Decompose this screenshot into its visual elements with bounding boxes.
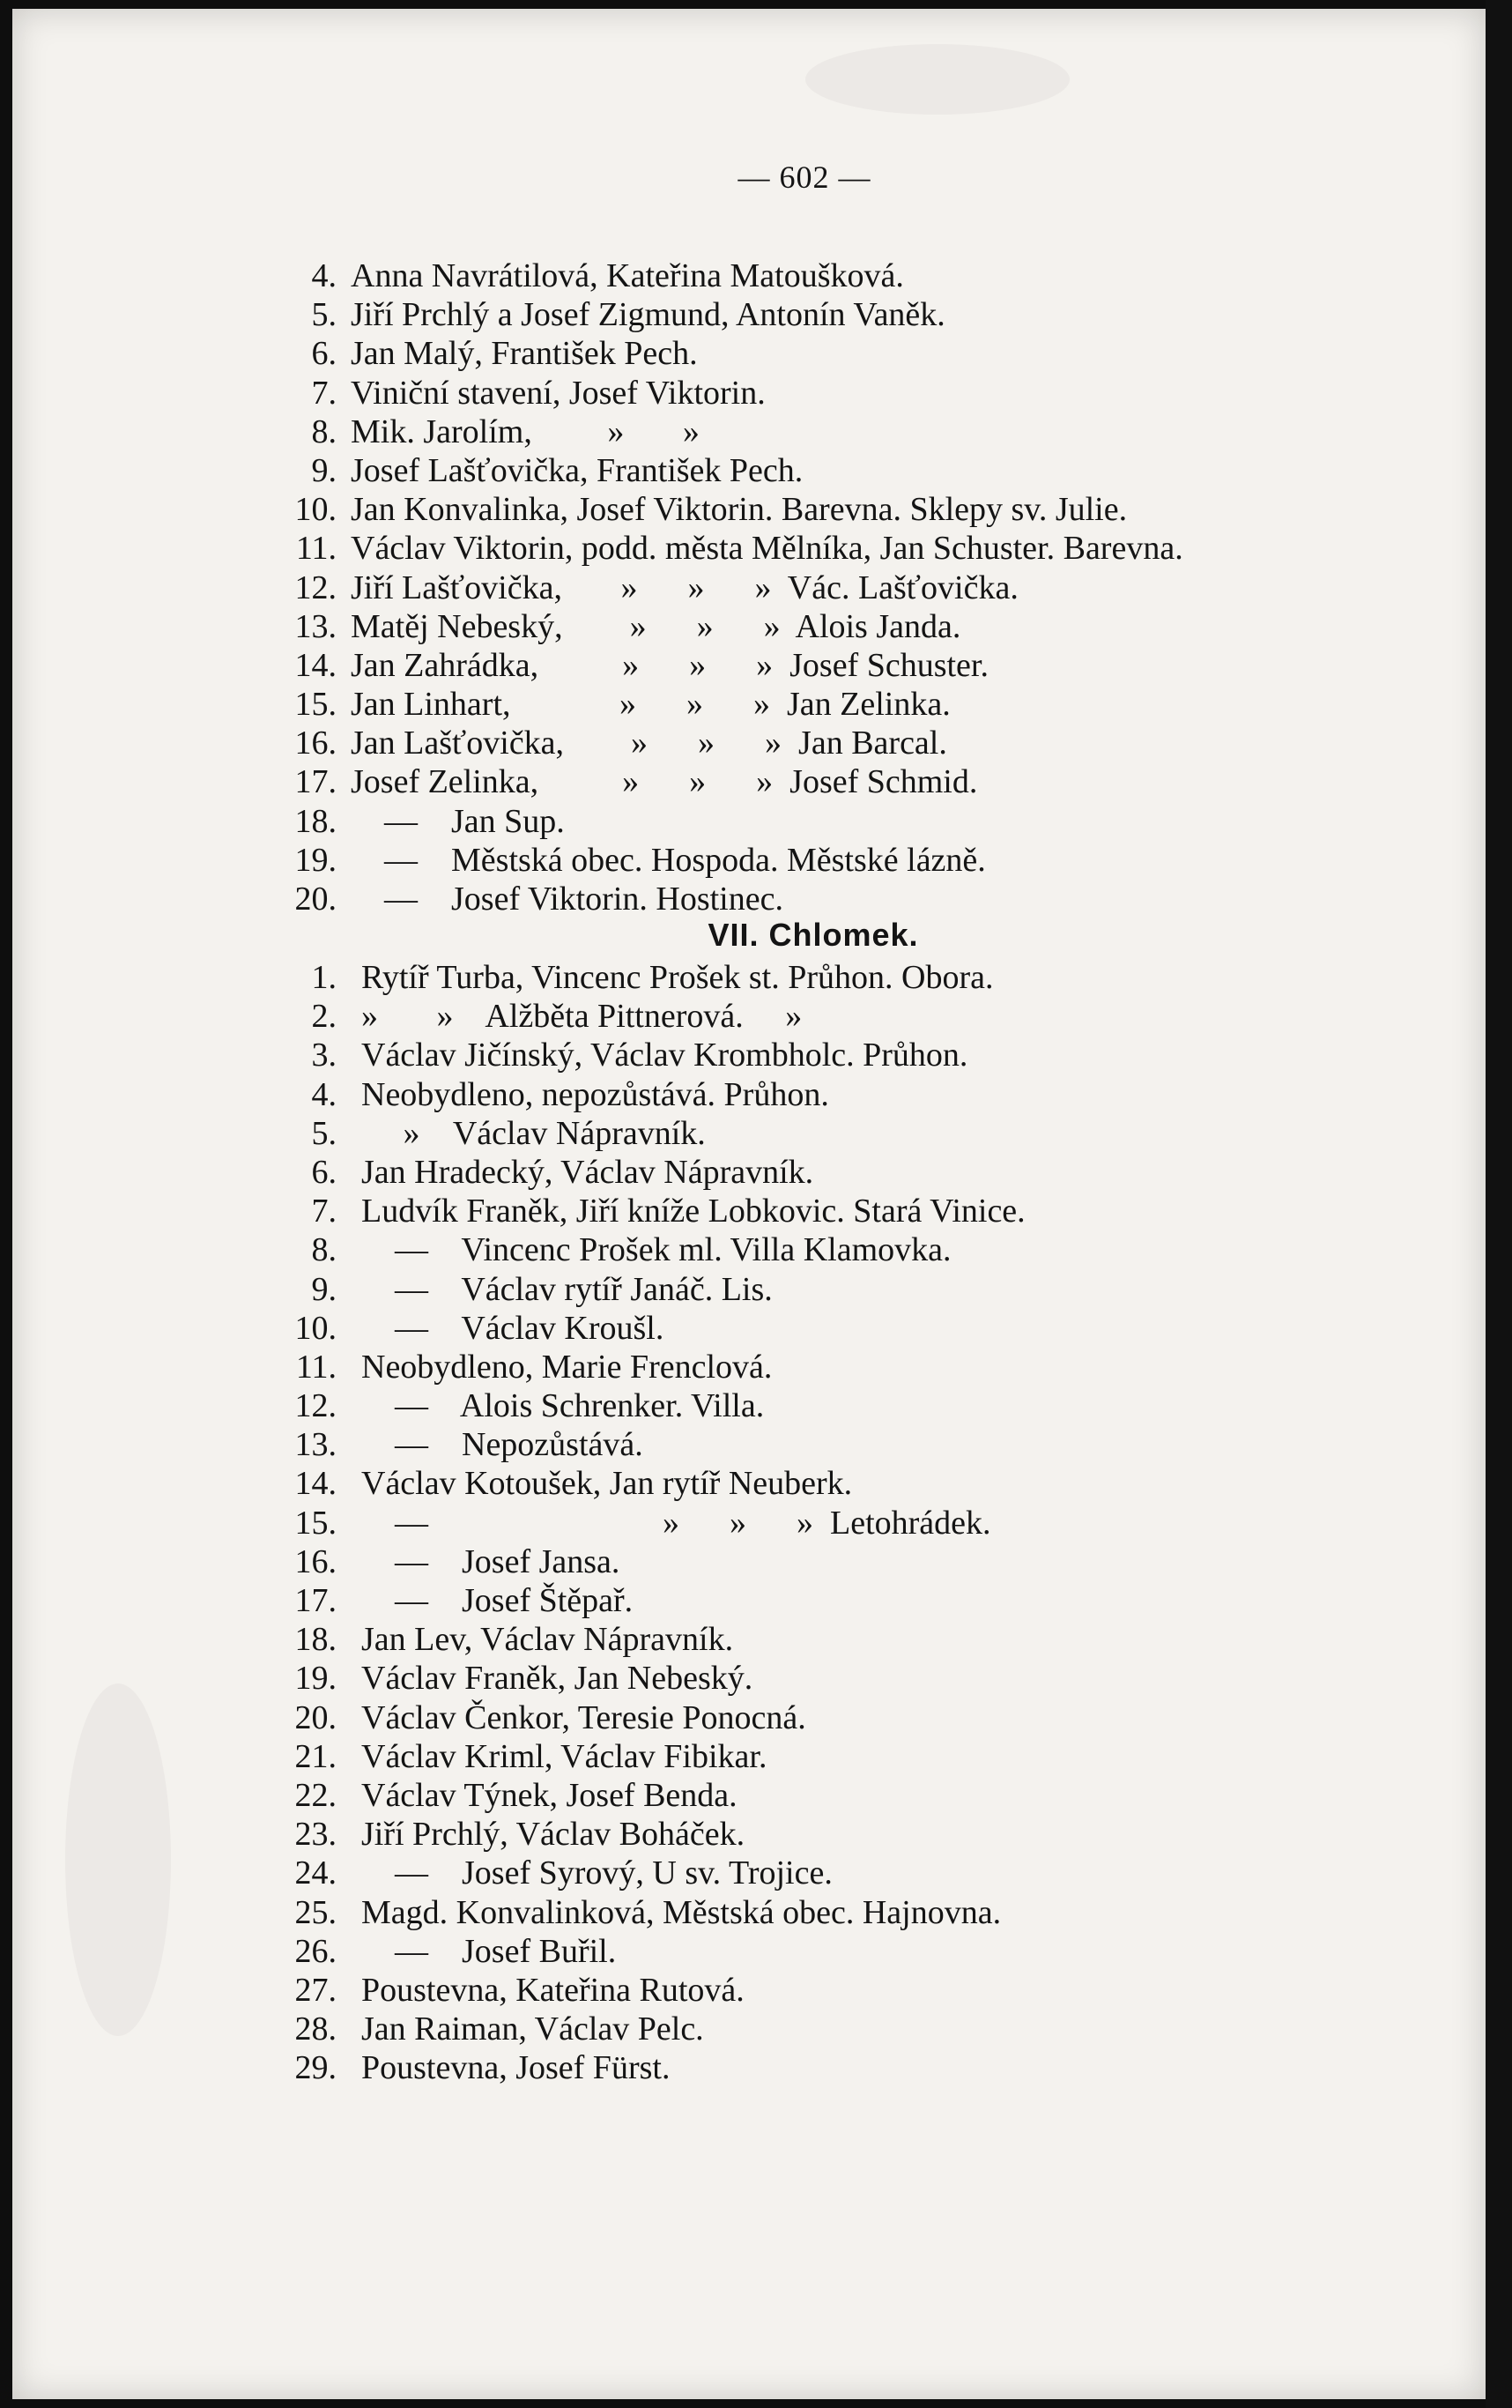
list-item (291, 802, 1436, 841)
list-item (291, 1036, 1436, 1074)
entry-number: 20. (294, 881, 337, 918)
entry-text: Neobydleno, Marie Frenclová. (361, 1348, 773, 1386)
entry-text: — Josef Jansa. (361, 1542, 620, 1580)
entry-list-section-2 (291, 958, 1436, 2087)
list-item (291, 412, 1436, 451)
list-item (291, 1504, 1436, 1542)
entry-number: 3. (311, 1037, 337, 1074)
list-item (291, 1425, 1436, 1464)
entry-number: 19. (294, 1660, 337, 1698)
entry-number: 9. (311, 1270, 337, 1308)
entry-text: Josef Lašťovička, František Pech. (351, 451, 804, 489)
list-item (291, 1114, 1436, 1153)
entry-number: 13. (294, 607, 337, 645)
list-item (291, 1153, 1436, 1192)
entry-text: Neobydleno, nepozůstává. Průhon. (361, 1075, 829, 1113)
list-item (291, 295, 1436, 334)
entry-text: » » Alžběta Pittnerová. » (361, 998, 803, 1036)
entry-number: 15. (294, 1504, 337, 1542)
list-item (291, 880, 1436, 918)
list-item (291, 490, 1436, 529)
entry-text: Václav Čenkor, Teresie Ponocná. (361, 1698, 806, 1736)
entry-number: 23. (294, 1816, 337, 1854)
entry-number: 18. (294, 1621, 337, 1659)
entry-text: Jan Raiman, Václav Pelc. (361, 2010, 704, 2048)
entry-text: Jan Linhart, » » » Jan Zelinka. (351, 686, 951, 724)
entry-text: — Nepozůstává. (361, 1426, 643, 1464)
entry-number: 8. (311, 412, 337, 450)
entry-text: Viniční stavení, Josef Viktorin. (351, 374, 766, 412)
list-item (291, 1542, 1436, 1581)
entry-number: 14. (294, 646, 337, 684)
entry-number: 27. (294, 1971, 337, 2009)
entry-text: Magd. Konvalinková, Městská obec. Hajnovna. (361, 1893, 1002, 1931)
entry-number: 17. (294, 763, 337, 801)
list-item (291, 374, 1436, 412)
entry-text: Václav Jičínský, Václav Krombholc. Průhon. (361, 1037, 968, 1074)
entry-number: 5. (311, 1114, 337, 1152)
entry-text: — Alois Schrenker. Villa. (361, 1387, 765, 1425)
entry-number: 15. (294, 686, 337, 724)
entry-number: 11. (295, 530, 337, 568)
entry-text: Anna Navrátilová, Kateřina Matoušková. (351, 257, 904, 294)
entry-number: 18. (294, 802, 337, 840)
list-item (291, 762, 1436, 801)
entry-number: 7. (311, 374, 337, 412)
entry-text: Mik. Jarolím, » » (351, 412, 700, 450)
entry-text: — Josef Štěpař. (361, 1582, 634, 1619)
list-item (291, 1659, 1436, 1698)
page-number: — 602 — (737, 160, 871, 195)
entry-text: Jiří Prchlý a Josef Zigmund, Antonín Vaněk. (351, 296, 945, 334)
list-item (291, 646, 1436, 685)
entry-number: 14. (294, 1465, 337, 1503)
entry-text: Václav Kotoušek, Jan rytíř Neuberk. (361, 1465, 853, 1503)
entry-number: 19. (294, 841, 337, 879)
entry-text: Jan Hradecký, Václav Nápravník. (361, 1153, 814, 1191)
list-item (291, 997, 1436, 1036)
list-item (291, 1348, 1436, 1386)
entry-number: 13. (294, 1426, 337, 1464)
list-item (291, 256, 1436, 295)
entry-text: Josef Zelinka, » » » Josef Schmid. (351, 763, 978, 801)
entry-number: 16. (294, 725, 337, 762)
entry-number: 11. (295, 1348, 337, 1386)
entry-text: Václav Franěk, Jan Nebeský. (361, 1660, 753, 1698)
list-item (291, 1230, 1436, 1269)
entry-text: — » » » Letohrádek. (361, 1504, 991, 1542)
list-item (291, 451, 1436, 490)
entry-number: 6. (311, 335, 337, 373)
entry-list-section-1 (291, 256, 1436, 918)
section-heading: VII. Chlomek. (708, 917, 919, 953)
list-item (291, 1815, 1436, 1854)
entry-number: 24. (294, 1854, 337, 1892)
entry-number: 25. (294, 1893, 337, 1931)
list-item (291, 1971, 1436, 2010)
entry-text: Václav Kriml, Václav Fibikar. (361, 1737, 767, 1775)
scan-edge (1486, 0, 1512, 2408)
list-item (291, 1464, 1436, 1503)
entry-text: Matěj Nebeský, » » » Alois Janda. (351, 607, 961, 645)
entry-text: Jan Malý, František Pech. (351, 335, 698, 373)
list-item (291, 1309, 1436, 1348)
entry-number: 22. (294, 1776, 337, 1814)
entry-number: 10. (294, 1309, 337, 1347)
list-item (291, 569, 1436, 607)
entry-text: Jan Lašťovička, » » » Jan Barcal. (351, 725, 947, 762)
entry-text: — Jan Sup. (351, 802, 565, 840)
entry-number: 4. (311, 257, 337, 294)
entry-number: 16. (294, 1542, 337, 1580)
entry-text: — Vincenc Prošek ml. Villa Klamovka. (361, 1231, 952, 1269)
entry-number: 6. (311, 1153, 337, 1191)
list-item (291, 607, 1436, 646)
entry-text: Jan Lev, Václav Nápravník. (361, 1621, 734, 1659)
entry-text: Jiří Lašťovička, » » » Vác. Lašťovička. (351, 569, 1019, 606)
entry-number: 17. (294, 1582, 337, 1619)
entry-number: 2. (311, 998, 337, 1036)
list-item (291, 2048, 1436, 2087)
list-item (291, 1620, 1436, 1659)
entry-text: — Josef Buřil. (361, 1932, 617, 1970)
entry-text: Poustevna, Kateřina Rutová. (361, 1971, 745, 2009)
entry-number: 9. (311, 451, 337, 489)
list-item (291, 1893, 1436, 1932)
list-item (291, 1698, 1436, 1737)
entry-number: 4. (311, 1075, 337, 1113)
list-item (291, 1075, 1436, 1114)
entry-text: — Josef Viktorin. Hostinec. (351, 881, 783, 918)
entry-text: Jan Zahrádka, » » » Josef Schuster. (351, 646, 989, 684)
entry-number: 7. (311, 1193, 337, 1230)
entry-number: 12. (294, 569, 337, 606)
list-item (291, 1932, 1436, 1971)
list-item (291, 334, 1436, 373)
list-item (291, 1270, 1436, 1309)
entry-number: 10. (294, 491, 337, 529)
list-item (291, 1776, 1436, 1815)
list-item (291, 958, 1436, 997)
list-item (291, 1581, 1436, 1620)
paper-smudge (65, 1683, 171, 2036)
entry-text: Rytíř Turba, Vincenc Prošek st. Průhon. Obora. (361, 959, 994, 996)
entry-text: » Václav Nápravník. (361, 1114, 706, 1152)
entry-text: Václav Viktorin, podd. města Mělníka, Jan Schuster. Barevna. (351, 530, 1183, 568)
list-item (291, 1386, 1436, 1425)
list-item (291, 724, 1436, 762)
entry-number: 8. (311, 1231, 337, 1269)
list-item (291, 1854, 1436, 1892)
entry-number: 29. (294, 2049, 337, 2087)
entry-number: 26. (294, 1932, 337, 1970)
paper-smudge (805, 44, 1070, 115)
entry-number: 21. (294, 1737, 337, 1775)
list-item (291, 685, 1436, 724)
entry-text: Václav Týnek, Josef Benda. (361, 1776, 737, 1814)
entry-number: 1. (311, 959, 337, 996)
list-item (291, 1192, 1436, 1230)
entry-number: 28. (294, 2010, 337, 2048)
entry-number: 20. (294, 1698, 337, 1736)
entry-number: 5. (311, 296, 337, 334)
entry-text: — Václav rytíř Janáč. Lis. (361, 1270, 773, 1308)
entry-text: Jan Konvalinka, Josef Viktorin. Barevna. Sklepy sv. Julie. (351, 491, 1128, 529)
list-item (291, 2010, 1436, 2048)
entry-text: — Josef Syrový, U sv. Trojice. (361, 1854, 833, 1892)
list-item (291, 1737, 1436, 1776)
entry-text: Poustevna, Josef Fürst. (361, 2049, 671, 2087)
entry-text: — Městská obec. Hospoda. Městské lázně. (351, 841, 986, 879)
list-item (291, 529, 1436, 568)
list-item (291, 841, 1436, 880)
entry-text: Jiří Prchlý, Václav Boháček. (361, 1816, 745, 1854)
entry-number: 12. (294, 1387, 337, 1425)
entry-text: Ludvík Franěk, Jiří kníže Lobkovic. Stará Vinice. (361, 1193, 1026, 1230)
entry-text: — Václav Kroušl. (361, 1309, 664, 1347)
